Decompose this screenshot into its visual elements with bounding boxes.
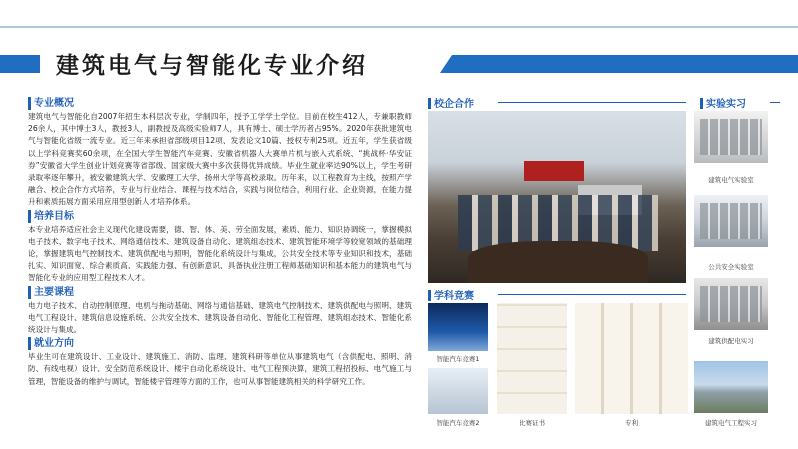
caption-lab-1: 建筑电气实验室: [708, 176, 754, 184]
section-heading: 培养目标: [28, 210, 74, 223]
page-title: 建筑电气与智能化专业介绍: [56, 53, 368, 79]
section-heading: 专业概况: [28, 97, 74, 110]
lab-heading: 实验实习: [700, 95, 746, 110]
title-bar-right: [440, 55, 798, 73]
section-careers: [28, 336, 412, 388]
caption-lab-4: 建筑电气工程实习: [705, 419, 757, 427]
lab-heading-line: [770, 102, 780, 103]
section-text: 电力电子技术、自动控制原理、电机与拖动基础、网络与通信基础、建筑电气控制技术、建筑供配电与照明、建筑电气工程设计、建筑信息设施系统、公共安全技术、建筑设备自动化、智能化工程管理、建筑组态技术、智能化系统设计与集成。: [28, 300, 412, 335]
lab-photo-power: [694, 278, 768, 330]
title-bar-left: [0, 55, 40, 73]
section-heading: 主要课程: [28, 286, 74, 299]
caption-lab-3: 建筑供配电实习: [708, 337, 754, 345]
caption-car2: 智能汽车竞赛2: [436, 419, 480, 427]
patent-photo: [575, 303, 688, 414]
section-courses: [28, 285, 412, 337]
caption-certificate: 比赛证书: [519, 419, 545, 427]
top-divider: [0, 26, 798, 28]
section-goals: [28, 209, 412, 285]
lab-photo-electrical: [694, 111, 768, 163]
car-competition-photo-2: [428, 368, 488, 414]
section-overview: [28, 96, 412, 209]
coop-photo: [428, 111, 686, 283]
car-competition-photo-1: [428, 303, 488, 351]
caption-patent: 专利: [625, 419, 638, 427]
intro-column: [28, 96, 412, 388]
competition-heading: 学科竞赛: [428, 287, 474, 302]
lab-photo-engineering: [694, 361, 768, 413]
lab-photo-security: [694, 195, 768, 247]
top-band: [0, 0, 798, 34]
caption-car1: 智能汽车竞赛1: [436, 355, 480, 363]
coop-heading: 校企合作: [428, 95, 474, 110]
section-text: 建筑电气与智能化自2007年招生本科层次专业，学制四年，授予工学学士学位。目前在校生412人，专兼职教师26余人，其中博士3人，教授3人，副教授及高级实验师7人，具有博士、硕士学历者占95%。2020年获批建筑电气与智能化省级一流专业。近三年来承担省部级项目12项、发表论文10篇、授权专利25项。近五年，学生获省级以上学科竞赛奖60余项，在全国大学生智能汽车竞赛、安徽省机器人大赛单片机与嵌入式系统、“挑战杯·华安证券”安徽省大学生创业计划竞赛等省部级、国家级大赛中多次获得优异成绩。毕业生就业率达90%以上，学生考研录取率逐年攀升，被安徽建筑大学、安徽理工大学、扬州大学等高校录取。历年来，以工程教育为主线，按照产学融合、校企合作方式培养，专业与行业结合、课程与技术结合，实践与岗位结合，利用行业、企业资源，在能力提升和素质拓展方面采用应用型创新人才培养体系。: [28, 112, 412, 207]
section-text: 毕业生可在建筑设计、工业设计、建筑施工、消防、监理、建筑科研等单位从事建筑电气（含供配电、照明、消防、有线电视）设计、安全防范系统设计、楼宇自动化系统设计、电气工程预决算，建筑工程招投标、电气施工与管理，智能设备的维护与调试，智能楼宇管理等方面的工作，也可从事智能建筑相关的科学研究工作。: [28, 352, 412, 386]
certificate-photo: [497, 303, 567, 414]
caption-lab-2: 公共安全实验室: [708, 263, 754, 271]
competition-heading-line: [498, 294, 686, 295]
section-heading: 就业方向: [28, 337, 74, 350]
coop-heading-line: [498, 102, 686, 103]
section-text: 本专业培养适应社会主义现代化建设需要，德、智、体、美、劳全面发展，素质、能力、知识协调统一，掌握模拟电子技术、数字电子技术、网络通信技术、建筑设备自动化、建筑组态技术、建筑智能环境学等较宽领域的基础理论，掌握建筑电气控制技术、建筑供配电与照明，智能化系统设计与集成，公共安全技术等专业知识和技术，基础扎实、知识面宽、综合素质高、实践能力强、有创新意识、具备执业注册工程师基础知识和基本能力的建筑电气与智能化专业的应用型工程技术人才。: [28, 224, 412, 283]
